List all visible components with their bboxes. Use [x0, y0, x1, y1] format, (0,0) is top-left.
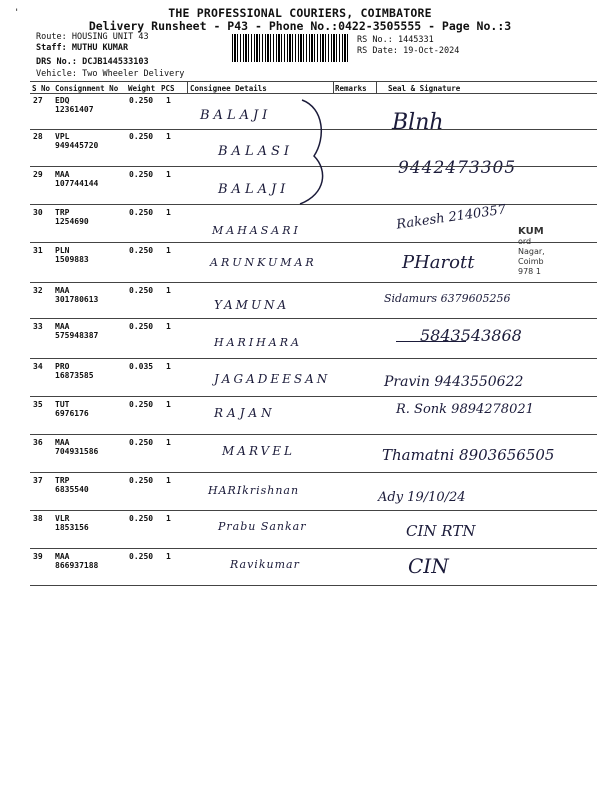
consignment-cell: MAA 107744144	[55, 170, 99, 188]
weight-cell: 0.035	[129, 362, 154, 371]
pcs-cell: 1	[166, 208, 171, 217]
signature-handwriting: CIN RTN	[406, 522, 476, 540]
signature-handwriting: Thamatni 8903656505	[382, 446, 555, 464]
sno-cell: 37	[33, 476, 43, 485]
handwritten-bracket	[296, 98, 336, 208]
stamp-line: Coimb	[518, 257, 544, 266]
consignment-cell: EDQ 12361407	[55, 96, 94, 114]
route-value: HOUSING UNIT 43	[71, 32, 149, 42]
signature-handwriting: PHarott	[402, 252, 475, 273]
rs-no-line	[357, 35, 434, 46]
pcs-cell: 1	[166, 476, 171, 485]
vehicle-line	[36, 69, 184, 80]
signature-handwriting: R. Sonk 9894278021	[396, 402, 534, 417]
consignment-cell: TRP 6835540	[55, 476, 89, 494]
signature-handwriting: 9442473305	[398, 158, 517, 178]
stamp-line: KUM	[518, 226, 544, 237]
signature-handwriting: Rakesh 2140357	[395, 202, 507, 233]
column-divider	[187, 81, 188, 93]
staff-value: MUTHU KUMAR	[71, 43, 129, 53]
weight-cell: 0.250	[129, 132, 154, 141]
drs-value: DCJB144533103	[82, 57, 149, 67]
signature-handwriting: Sidamurs 6379605256	[384, 292, 511, 305]
company-name: THE PROFESSIONAL COURIERS, COIMBATORE	[168, 6, 432, 20]
consignee-handwriting: BALASI	[218, 144, 294, 159]
consignment-cell: PRO 16873585	[55, 362, 94, 380]
sno-cell: 31	[33, 246, 43, 255]
staff-label: Staff:	[36, 43, 67, 53]
consignment-cell: PLN 1509883	[55, 246, 89, 264]
consignee-handwriting: Ravikumar	[230, 558, 300, 571]
stamp-line: ord	[518, 237, 532, 246]
weight-cell: 0.250	[129, 514, 154, 523]
weight-cell: 0.250	[129, 208, 154, 217]
signature-handwriting: Blnh	[392, 110, 444, 135]
weight-cell: 0.250	[129, 438, 154, 447]
column-divider	[333, 81, 334, 93]
consignment-cell: VLR 1853156	[55, 514, 89, 532]
weight-cell: 0.250	[129, 246, 154, 255]
table-top-rule	[30, 81, 597, 82]
rs-no-value: 1445331	[397, 35, 434, 45]
sno-cell: 39	[33, 552, 43, 561]
consignee-handwriting: Prabu Sankar	[218, 520, 307, 533]
consignee-handwriting: HARIkrishnan	[208, 484, 300, 497]
sno-cell: 29	[33, 170, 43, 179]
weight-cell: 0.250	[129, 96, 154, 105]
consignee-handwriting: YAMUNA	[214, 298, 290, 312]
consignment-cell: MAA 704931586	[55, 438, 99, 456]
weight-cell: 0.250	[129, 552, 154, 561]
rs-date-line	[357, 46, 459, 57]
pcs-cell: 1	[166, 96, 171, 105]
row-rule	[30, 282, 597, 283]
pcs-cell: 1	[166, 246, 171, 255]
sno-cell: 30	[33, 208, 43, 217]
sno-cell: 28	[33, 132, 43, 141]
col-weight: Weight	[128, 84, 156, 93]
sno-cell: 33	[33, 322, 43, 331]
row-rule	[30, 242, 597, 243]
row-rule	[30, 318, 597, 319]
row-rule	[30, 358, 597, 359]
pcs-cell: 1	[166, 286, 171, 295]
consignment-cell: MAA 575948387	[55, 322, 99, 340]
drs-line	[36, 57, 149, 68]
pcs-cell: 1	[166, 362, 171, 371]
col-signature: Seal & Signature	[388, 84, 461, 93]
consignment-cell: VPL 949445720	[55, 132, 99, 150]
consignee-handwriting: RAJAN	[214, 406, 276, 420]
rs-no-label: RS No.:	[357, 35, 393, 45]
consignment-cell: MAA 301780613	[55, 286, 99, 304]
table-header-rule	[30, 93, 597, 94]
rs-date-label: RS Date:	[357, 46, 398, 56]
signature-handwriting: CIN	[408, 554, 449, 578]
column-divider	[376, 81, 377, 93]
consignment-cell: TUT 6976176	[55, 400, 89, 418]
pcs-cell: 1	[166, 400, 171, 409]
page-title: Delivery Runsheet - P43 - Phone No.:0422-3505555 - Page No.:3	[88, 19, 512, 33]
stamp-line: 978 1	[518, 267, 541, 276]
col-consignee: Consignee Details	[190, 84, 267, 93]
signature-handwriting: 5843543868	[420, 326, 522, 345]
col-pcs: PCS	[161, 84, 175, 93]
stamp-line: Nagar,	[518, 247, 545, 256]
consignment-cell: MAA 866937188	[55, 552, 99, 570]
pcs-cell: 1	[166, 514, 171, 523]
sno-cell: 35	[33, 400, 43, 409]
consignee-handwriting: BALAJI	[218, 182, 290, 197]
vehicle-value: Two Wheeler Delivery	[82, 69, 185, 79]
corner-mark: '	[14, 8, 20, 18]
col-remarks: Remarks	[335, 84, 367, 93]
row-rule	[30, 472, 597, 473]
pcs-cell: 1	[166, 322, 171, 331]
vehicle-label: Vehicle:	[36, 69, 77, 79]
weight-cell: 0.250	[129, 170, 154, 179]
row-rule	[30, 548, 597, 549]
col-sno: S No	[32, 84, 51, 93]
sno-cell: 27	[33, 96, 43, 105]
consignment-cell: TRP 1254690	[55, 208, 89, 226]
sno-cell: 38	[33, 514, 43, 523]
seal-stamp	[518, 227, 578, 289]
sno-cell: 32	[33, 286, 43, 295]
col-consignment: Consignment No	[55, 84, 119, 93]
consignee-handwriting: BALAJI	[200, 108, 272, 123]
weight-cell: 0.250	[129, 476, 154, 485]
row-rule	[30, 396, 597, 397]
pcs-cell: 1	[166, 552, 171, 561]
weight-cell: 0.250	[129, 322, 154, 331]
consignee-handwriting: HARIHARA	[214, 336, 302, 349]
consignee-handwriting: ARUNKUMAR	[210, 256, 317, 269]
pcs-cell: 1	[166, 438, 171, 447]
signature-handwriting: Ady 19/10/24	[378, 490, 466, 505]
consignee-handwriting: MAHASARI	[212, 224, 301, 237]
row-rule	[30, 510, 597, 511]
signature-strike	[396, 341, 466, 342]
pcs-cell: 1	[166, 132, 171, 141]
route-label: Route:	[36, 32, 67, 42]
row-rule	[30, 585, 597, 586]
signature-handwriting: Pravin 9443550622	[384, 374, 524, 390]
weight-cell: 0.250	[129, 400, 154, 409]
route-line	[36, 32, 149, 43]
consignee-handwriting: JAGADEESAN	[214, 372, 331, 386]
row-rule	[30, 434, 597, 435]
sno-cell: 36	[33, 438, 43, 447]
drs-label: DRS No.:	[36, 57, 77, 67]
rs-date-value: 19-Oct-2024	[403, 46, 460, 56]
barcode-image	[232, 34, 350, 62]
sno-cell: 34	[33, 362, 43, 371]
pcs-cell: 1	[166, 170, 171, 179]
consignee-handwriting: MARVEL	[222, 444, 295, 458]
staff-line	[36, 43, 128, 54]
weight-cell: 0.250	[129, 286, 154, 295]
